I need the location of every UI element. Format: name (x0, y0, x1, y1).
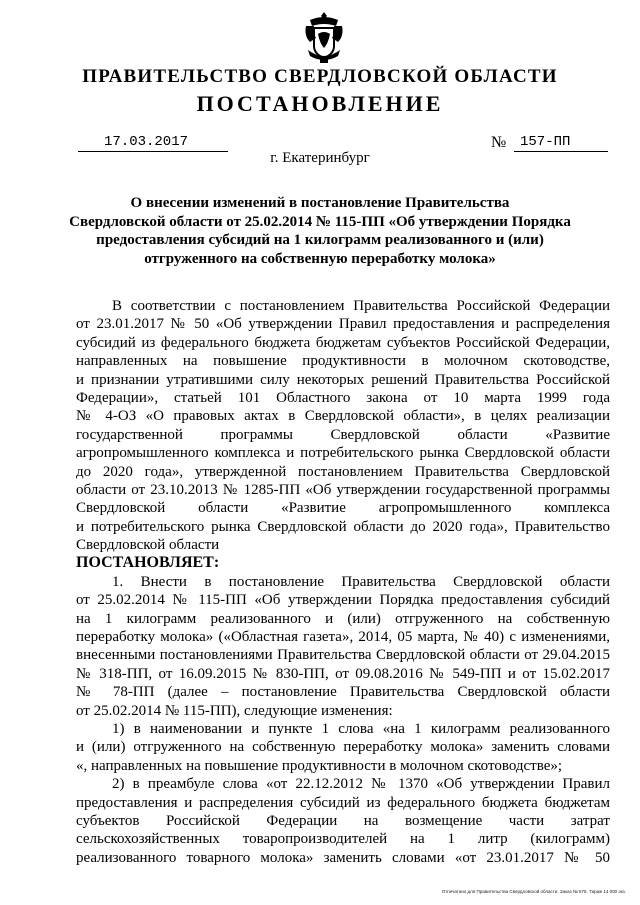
preamble-line: агропромышленного комплекса и потребительского рынка Свердловской области (76, 445, 610, 462)
preamble-line: субсидий из федерального бюджета бюджетам субъектов Российской Федерации, (76, 334, 610, 351)
preamble-line: Свердловской области (76, 537, 220, 554)
document-number: 157-ПП (514, 134, 608, 152)
document-type: ПОСТАНОВЛЕНИЕ (196, 91, 444, 116)
subitem1-line: и (или) отгруженного на собственную переработку молока» заменить словами (76, 739, 610, 756)
title-line: отгруженного на собственную переработку молока» (144, 250, 496, 267)
preamble-line: от 23.01.2017 № 50 «Об утверждении Правил предоставления и распределения (76, 316, 610, 333)
subitem2-line: 2) в преамбуле слова «от 22.12.2012 № 1370 «Об утверждении Правил (112, 776, 610, 793)
subitem1-line: 1) в наименовании и пункте 1 слова «на 1 килограмм реализованного (112, 720, 610, 737)
item1-line: от 25.02.2014 № 115-ПП «Об утверждении Порядка предоставления субсидий (76, 592, 610, 609)
preamble-line: области от 23.10.2013 № 1285-ПП «Об утверждении государственной программы (76, 481, 610, 498)
subitem1-line: «, направленных на повышение продуктивности в молочном скотоводстве»; (76, 757, 563, 774)
document-title (60, 194, 580, 268)
preamble-line: и потребительского рынка Свердловской области до 2020 года», Правительство (76, 518, 610, 535)
item1-line: № 318-ПП, от 16.09.2015 № 830-ПП, от 09.08.2016 № 549-ПП и от 15.02.2017 (76, 665, 610, 682)
preamble-line: Свердловской области «Развитие агропромышленного комплекса (76, 500, 610, 517)
subitem2-line: сельскохозяйственных товаропроизводителей на 1 литр (килограмм) (76, 831, 610, 848)
preamble-line: до 2020 года», утвержденной постановлением Правительства Свердловской (76, 463, 610, 480)
item1-line: № 78-ПП (далее – постановление Правительства Свердловской области (76, 684, 610, 701)
title-line: О внесении изменений в постановление Правительства (130, 195, 510, 211)
document-date: 17.03.2017 (78, 134, 228, 152)
preamble-line: № 4-ОЗ «О правовых актах в Свердловской области», в целях реализации (76, 408, 610, 425)
subitem2-line: реализованного товарного молока» заменить словами «от 23.01.2017 № 50 (76, 849, 610, 866)
item1-line: 1. Внести в постановление Правительства Свердловской области (112, 573, 610, 590)
title-line: предоставления субсидий на 1 килограмм реализованного и (или) (96, 232, 544, 248)
coat-of-arms-icon (302, 10, 346, 64)
preamble-line: и признании утратившими силу некоторых решений Правительства Российской (76, 371, 610, 388)
title-line: Свердловской области от 25.02.2014 № 115-ПП «Об утверждении Порядка (69, 213, 571, 230)
city: г. Екатеринбург (270, 150, 370, 166)
preamble-line: Федерации», статьей 101 Областного закона от 10 марта 1999 года (76, 389, 610, 406)
organization-title: ПРАВИТЕЛЬСТВО СВЕРДЛОВСКОЙ ОБЛАСТИ (82, 66, 558, 87)
decree-word: ПОСТАНОВЛЯЕТ: (76, 554, 220, 572)
preamble-line: государственной программы Свердловской области «Развитие (76, 426, 610, 443)
preamble-line: В соответствии с постановлением Правительства Российской Федерации (112, 298, 610, 314)
preamble-line: направленных на повышение продуктивности в молочном скотоводстве, (76, 353, 610, 370)
item1-line: от 25.02.2014 № 115-ПП), следующие изменения: (76, 702, 393, 719)
print-footer: Отпечатано для Правительства Свердловской области. Заказ № 575. Тираж 14 000 экз. (441, 889, 626, 894)
item1-line: внесенными постановлениями Правительства Свердловской области от 29.04.2015 (76, 647, 610, 664)
document-body (76, 297, 610, 867)
subitem2-line: субъектов Российской Федерации на возмещение части затрат (76, 812, 610, 829)
number-label: № (491, 134, 507, 151)
item1-line: на 1 килограмм реализованного и (или) отгруженного на собственную (76, 610, 610, 627)
item1-line: переработку молока» («Областная газета», 2014, 05 марта, № 40) с изменениями, (76, 629, 610, 646)
subitem2-line: предоставления и распределения субсидий из федерального бюджета бюджетам (76, 794, 610, 811)
